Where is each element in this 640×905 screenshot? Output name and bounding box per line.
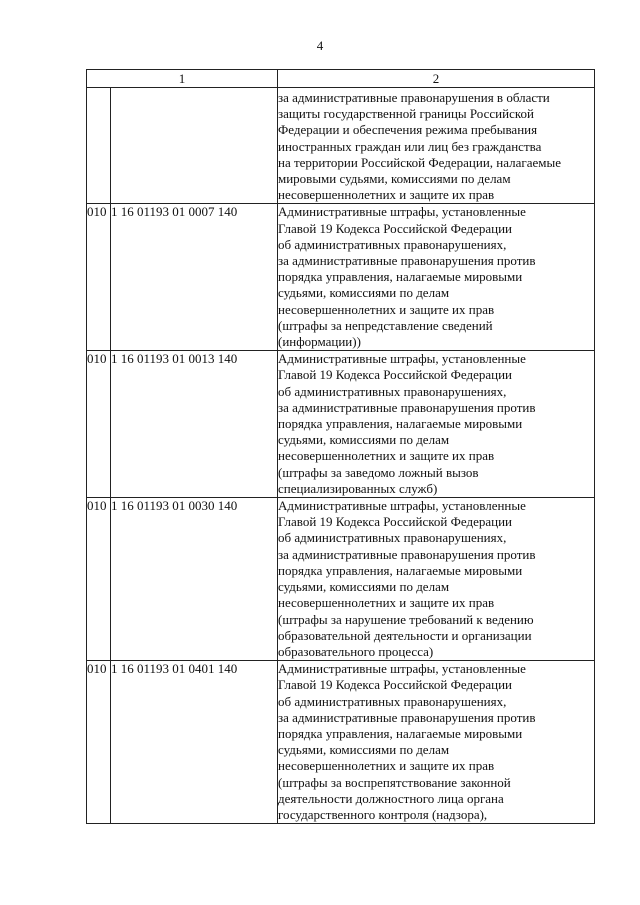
description-line: несовершеннолетних и защите их прав	[278, 448, 495, 464]
description-line: судьями, комиссиями по делам	[278, 742, 450, 758]
description-line: судьями, комиссиями по делам	[278, 285, 450, 301]
description-line: специализированных служб)	[278, 480, 438, 496]
description-line: порядка управления, налагаемые мировыми	[278, 416, 523, 432]
description-line: об административных правонарушениях,	[278, 236, 507, 252]
description-line: защиты государственной границы Российской	[278, 106, 534, 122]
description-line: (штрафы за воспрепятствование законной	[278, 774, 511, 790]
description-line: Главой 19 Кодекса Российской Федерации	[278, 514, 512, 530]
admin-code-cell: 010	[87, 204, 111, 351]
table-row	[87, 498, 595, 661]
column-header-2: 2	[278, 70, 595, 88]
description-line: порядка управления, налагаемые мировыми	[278, 562, 523, 578]
description-line: несовершеннолетних и защите их прав	[278, 758, 495, 774]
classification-code-cell: 1 16 01193 01 0013 140	[111, 351, 278, 498]
description-line: судьями, комиссиями по делам	[278, 579, 450, 595]
description-line: (информации))	[278, 334, 361, 350]
description-line: государственного контроля (надзора),	[278, 806, 488, 822]
description-line: (штрафы за заведомо ложный вызов	[278, 464, 479, 480]
description-line: порядка управления, налагаемые мировыми	[278, 725, 523, 741]
description-line: мировыми судьями, комиссиями по делам	[278, 171, 511, 187]
description-line: за административные правонарушения в области	[278, 90, 550, 105]
table-row-continuation	[87, 88, 595, 204]
description-line: Главой 19 Кодекса Российской Федерации	[278, 367, 512, 383]
description-line: на территории Российской Федерации, налагаемые	[278, 154, 561, 170]
description-cell	[278, 204, 595, 351]
table-row	[87, 661, 595, 824]
description-line: порядка управления, налагаемые мировыми	[278, 269, 523, 285]
classification-code-cell: 1 16 01193 01 0401 140	[111, 661, 278, 824]
table-header-row	[87, 70, 595, 88]
description-line: образовательного процесса)	[278, 643, 434, 659]
table-row	[87, 204, 595, 351]
description-line: (штрафы за непредставление сведений	[278, 317, 493, 333]
description-line: об административных правонарушениях,	[278, 530, 507, 546]
description-line: деятельности должностного лица органа	[278, 790, 504, 806]
description-line: образовательной деятельности и организации	[278, 627, 532, 643]
description-line: (штрафы за нарушение требований к ведению	[278, 611, 534, 627]
description-line: об административных правонарушениях,	[278, 383, 507, 399]
description-line: за административные правонарушения против	[278, 253, 536, 269]
description-line: Главой 19 Кодекса Российской Федерации	[278, 677, 512, 693]
description-line: Административные штрафы, установленные	[278, 351, 526, 367]
page-number: 4	[316, 38, 324, 53]
description-cell	[278, 351, 595, 498]
description-line: об административных правонарушениях,	[278, 693, 507, 709]
table-row	[87, 351, 595, 498]
column-header-1: 1	[87, 70, 278, 88]
description-cell	[278, 661, 595, 824]
description-line: Административные штрафы, установленные	[278, 204, 526, 220]
classification-code-cell: 1 16 01193 01 0030 140	[111, 498, 278, 661]
description-line: Федерации и обеспечения режима пребывания	[278, 122, 538, 138]
description-line: несовершеннолетних и защите их прав	[278, 187, 495, 203]
admin-code-cell: 010	[87, 351, 111, 498]
description-line: за административные правонарушения против	[278, 546, 536, 562]
description-line: за административные правонарушения против	[278, 709, 536, 725]
description-line: иностранных граждан или лиц без гражданства	[278, 138, 542, 154]
description-line: судьями, комиссиями по делам	[278, 432, 450, 448]
description-cell	[278, 498, 595, 661]
admin-code-cell: 010	[87, 498, 111, 661]
budget-codes-table	[86, 69, 595, 824]
description-line: Административные штрафы, установленные	[278, 661, 526, 677]
description-line: за административные правонарушения против	[278, 399, 536, 415]
description-line: несовершеннолетних и защите их прав	[278, 595, 495, 611]
description-line: несовершеннолетних и защите их прав	[278, 301, 495, 317]
classification-code-cell: 1 16 01193 01 0007 140	[111, 204, 278, 351]
description-cell	[278, 88, 595, 204]
admin-code-cell	[87, 88, 111, 204]
description-line: Административные штрафы, установленные	[278, 498, 526, 514]
classification-code-cell	[111, 88, 278, 204]
admin-code-cell: 010	[87, 661, 111, 824]
description-line: Главой 19 Кодекса Российской Федерации	[278, 220, 512, 236]
